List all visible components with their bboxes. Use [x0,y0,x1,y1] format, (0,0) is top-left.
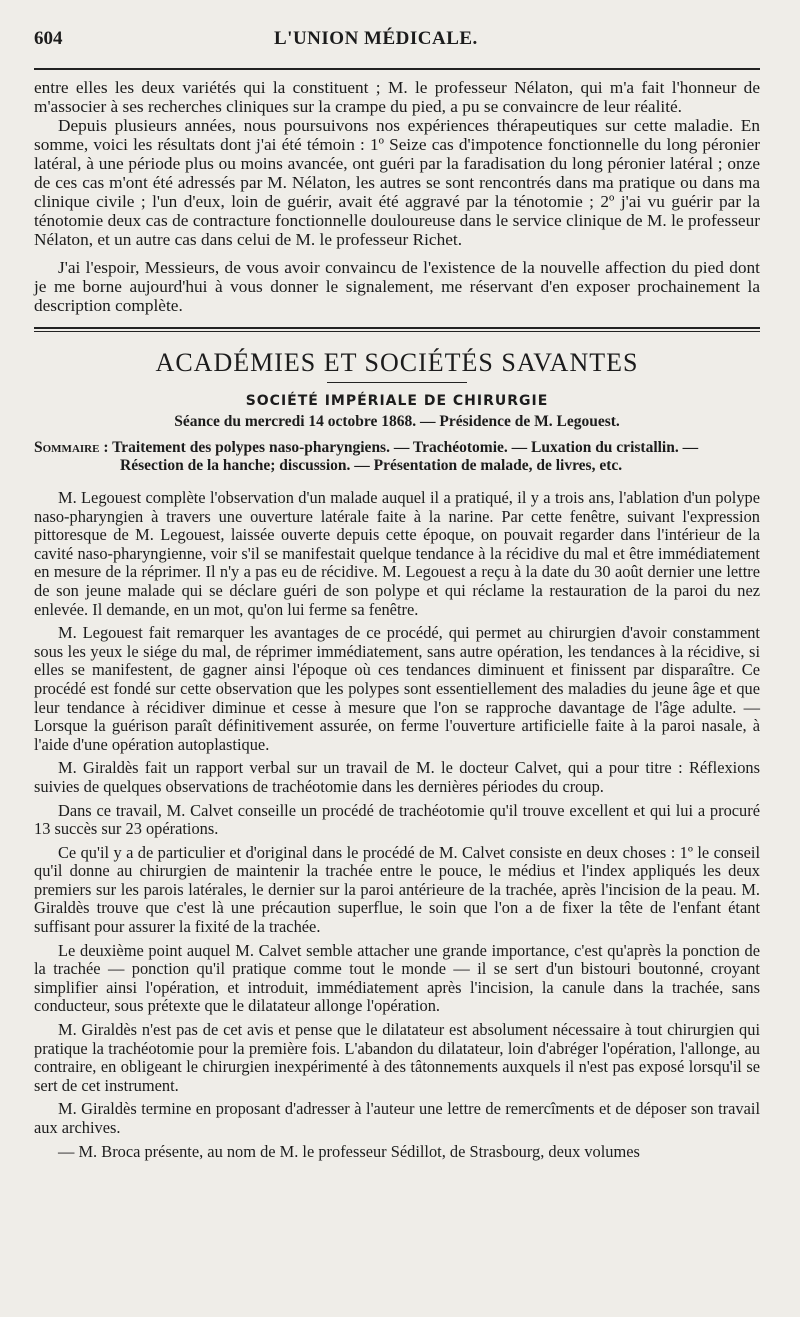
paragraph: J'ai l'espoir, Messieurs, de vous avoir convaincu de l'existence de la nouvelle affection du pied dont je me borne aujourd'hui à vous donner le signalement, me réservant d'en exposer prochainement la description complète. [34,258,760,315]
header-rule [34,68,760,70]
summary-label: Sommaire : [34,439,109,456]
running-title: L'UNION MÉDICALE. [274,28,478,49]
section-title: ACADÉMIES ET SOCIÉTÉS SAVANTES [155,348,639,377]
paragraph: entre elles les deux variétés qui la constituent ; M. le professeur Nélaton, qui m'a fait l'honneur de m'associer à ses recherches cliniques sur la crampe du pied, a pu se convaincre de leur réalité. [34,78,760,116]
paragraph: Ce qu'il y a de particulier et d'original dans le procédé de M. Calvet consiste en deux choses : 1º le conseil qu'il donne au chirurgien de maintenir la trachée entre le pouce, le médius et l'index appliqués les deux premiers sur les parois latérales, le dernier sur la paroi antérieure de la trachée, après l'incision de la peau. M. Giraldès trouve que c'est là une précaution superflue, le soin que l'on a de fixer la tête de l'enfant étant suffisant pour assurer la fixité de la trachée. [34,842,760,937]
article-body [34,489,760,1161]
paragraph: M. Giraldès fait un rapport verbal sur un travail de M. le docteur Calvet, qui a pour titre : Réflexions suivies de quelques observations de trachéotomie dans les dernières périodes du croup. [34,758,760,796]
society-heading: SOCIÉTÉ IMPÉRIALE DE CHIRURGIE [245,393,549,409]
title-underline [327,382,467,383]
section-divider [34,327,760,332]
session-line: Séance du mercredi 14 octobre 1868. — Présidence de M. Legouest. [174,413,620,430]
summary [34,439,760,475]
paragraph: M. Legouest complète l'observation d'un malade auquel il a pratiqué, il y a trois ans, l'ablation d'un polype naso-pharyngien à travers une ouverture latérale faite à la narine. Par cette fenêtre, suivant l'expression pittoresque de M. Legouest, laissée ouverte depuis cette époque, on pouvait regarder dans l'intérieur de la cavité naso-pharyngienne, voir s'il se manifestait quelque tendance à la récidive du mal et être immédiatement en mesure de la réprimer. Il n'y a pas eu de récidive. M. Legouest a reçu à la date du 30 août dernier une lettre de son jeune malade qui se déclare guéri de son polype et qui réclame la restauration de la paroi du nez enlevée. Il demande, en un mot, qu'on lui ferme sa fenêtre. [34,488,760,619]
summary-line-1: Traitement des polypes naso-pharyngiens. — Trachéotomie. — Luxation du cristallin. — [112,439,699,456]
paragraph: M. Legouest fait remarquer les avantages de ce procédé, qui permet au chirurgien d'avoir constamment sous les yeux le siége du mal, de réprimer immédiatement, sans autre opération, les tendances à la récidive, si elles se manifestent, de gagner ainsi l'époque où ces tendances diminuent et finissent par disparaître. Ce procédé est fondé sur cette observation que les polypes sont essentiellement des maladies du jeune âge et que leur tendance à récidiver diminue et cesse à mesure que l'on se rapproche davantage de l'âge adulte. — Lorsque la guérison paraît définitivement assurée, on ferme l'ouverture artificielle faite à la paroi nasale, à l'aide d'une opération autoplastique. [34,623,760,754]
paragraph: — M. Broca présente, au nom de M. le professeur Sédillot, de Strasbourg, deux volumes [58,1141,640,1161]
page-header [34,28,760,64]
intro-text [34,78,760,315]
paragraph: M. Giraldès n'est pas de cet avis et pense que le dilatateur est absolument nécessaire à tout chirurgien qui pratique la trachéotomie pour la première fois. L'abandon du dilatateur, loin d'abréger l'opération, l'allonge, au contraire, en obligeant le chirurgien inexpérimenté à des tâtonnements auxquels il n'est pas exposé lorsqu'il se sert de cet instrument. [34,1020,760,1095]
paragraph: M. Giraldès termine en proposant d'adresser à l'auteur une lettre de remercîments et de déposer son travail aux archives. [34,1099,760,1137]
summary-line-2: Résection de la hanche; discussion. — Présentation de malade, de livres, etc. [120,457,623,474]
paragraph: Le deuxième point auquel M. Calvet semble attacher une grande importance, c'est qu'après la ponction de la trachée — ponction qu'il pratique comme tout le monde — il se sert d'un bistouri boutonné, croyant simplifier ainsi l'opération, et introduit, immédiatement après l'incision, la canule dans la trachée, sans conducteur, sous prétexte que le dilatateur allonge l'opération. [34,940,760,1016]
paragraph: Depuis plusieurs années, nous poursuivons nos expériences thérapeutiques sur cette maladie. En somme, voici les résultats dont j'ai été témoin : 1º Seize cas d'impotence fonctionnelle du long péronier latéral, à une période plus ou moins avancée, ont guéri par la faradisation du long péronier latéral ; onze de ces cas m'ont été adressés par M. Nélaton, les autres se sont rencontrés dans ma pratique ou dans ma clinique civile ; l'un d'eux, loin de guérir, avait été aggravé par la ténotomie ; 2º j'ai vu guérir par la ténotomie deux cas de contracture fonctionnelle douloureuse dans le service clinique de M. le professeur Nélaton, et un autre cas dans celui de M. le professeur Richet. [34,116,760,249]
page-number: 604 [34,28,63,49]
paragraph: Dans ce travail, M. Calvet conseille un procédé de trachéotomie qu'il trouve excellent et qui lui a procuré 13 succès sur 23 opérations. [34,800,760,839]
